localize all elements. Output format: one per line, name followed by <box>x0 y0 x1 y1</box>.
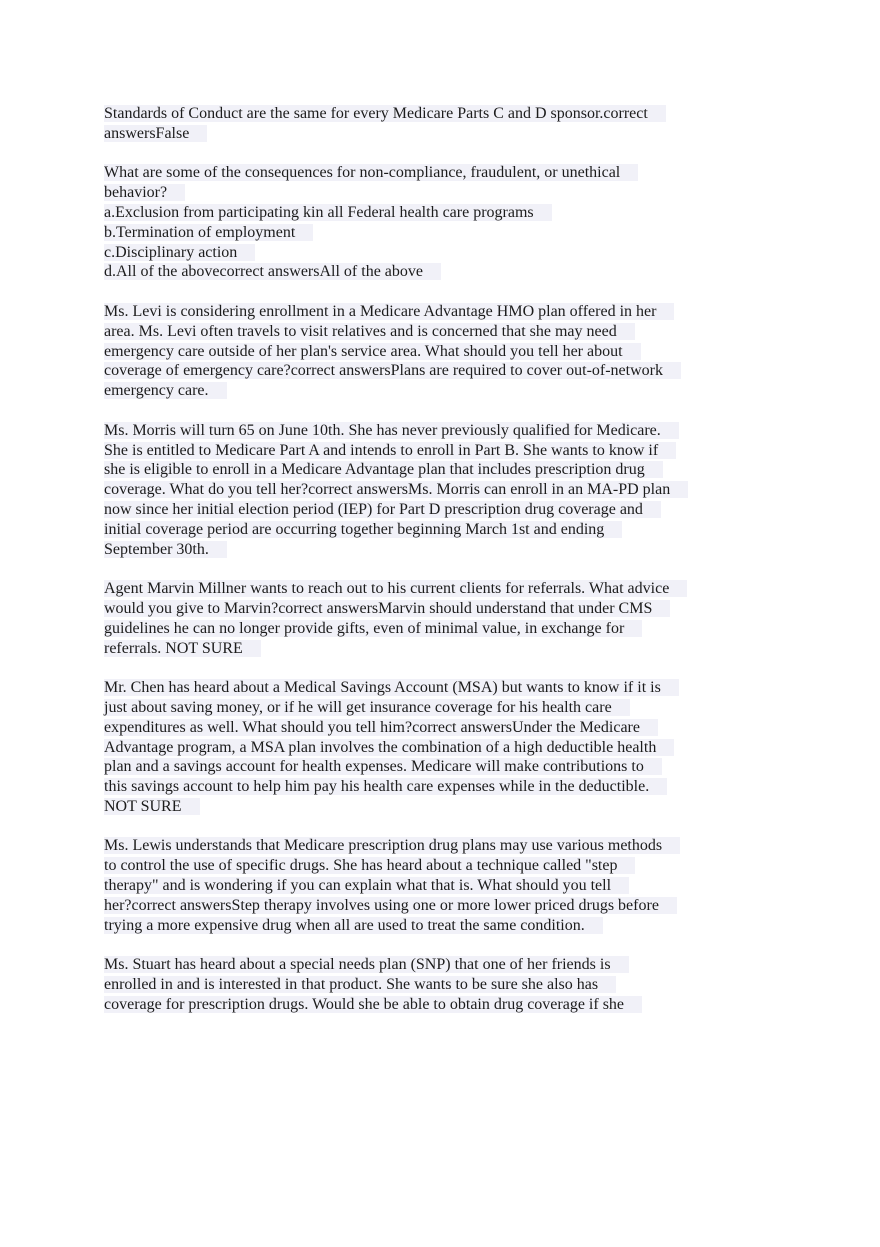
document-body <box>104 104 784 1034</box>
text-line: area. Ms. Levi often travels to visit relatives and is concerned that she may need <box>104 323 635 340</box>
text-line: referrals. NOT SURE <box>104 640 261 657</box>
text-line: Agent Marvin Millner wants to reach out to his current clients for referrals. What advice <box>104 580 687 597</box>
text-line: Ms. Morris will turn 65 on June 10th. She has never previously qualified for Medicare. <box>104 422 679 439</box>
option-line: d.All of the abovecorrect answersAll of the above <box>104 263 441 280</box>
paragraph-consequences-non-compliance <box>104 163 784 282</box>
text-line: just about saving money, or if he will get insurance coverage for his health care <box>104 699 630 716</box>
paragraph-ms-stuart-snp <box>104 955 784 1014</box>
paragraph-mr-chen-msa <box>104 678 784 817</box>
paragraph-marvin-millner-referrals <box>104 579 784 658</box>
text-line: now since her initial election period (IEP) for Part D prescription drug coverage and <box>104 501 661 518</box>
paragraph-standards-of-conduct <box>104 104 784 144</box>
text-line: expenditures as well. What should you tell him?correct answersUnder the Medicare <box>104 719 658 736</box>
text-line: behavior? <box>104 184 185 201</box>
paragraph-ms-levi-emergency-care <box>104 302 784 401</box>
text-line: trying a more expensive drug when all are used to treat the same condition. <box>104 917 603 934</box>
paragraph-ms-lewis-step-therapy <box>104 836 784 935</box>
text-line: emergency care outside of her plan's service area. What should you tell her about <box>104 343 641 360</box>
text-line: she is eligible to enroll in a Medicare Advantage plan that includes prescription drug <box>104 461 663 478</box>
option-line: c.Disciplinary action <box>104 244 255 261</box>
text-line: Ms. Lewis understands that Medicare prescription drug plans may use various methods <box>104 837 680 854</box>
text-line: Standards of Conduct are the same for every Medicare Parts C and D sponsor.correct <box>104 105 666 122</box>
text-line: guidelines he can no longer provide gifts, even of minimal value, in exchange for <box>104 620 642 637</box>
text-line: Advantage program, a MSA plan involves the combination of a high deductible health <box>104 739 674 756</box>
text-line: September 30th. <box>104 541 227 558</box>
text-line: answersFalse <box>104 125 207 142</box>
text-line: enrolled in and is interested in that product. She wants to be sure she also has <box>104 976 616 993</box>
text-line: plan and a savings account for health expenses. Medicare will make contributions to <box>104 758 662 775</box>
text-line: would you give to Marvin?correct answersMarvin should understand that under CMS <box>104 600 670 617</box>
text-line: Ms. Stuart has heard about a special needs plan (SNP) that one of her friends is <box>104 956 629 973</box>
text-line: coverage of emergency care?correct answersPlans are required to cover out-of-network <box>104 362 681 379</box>
text-line: Mr. Chen has heard about a Medical Savings Account (MSA) but wants to know if it is <box>104 679 679 696</box>
text-line: NOT SURE <box>104 798 200 815</box>
option-line: b.Termination of employment <box>104 224 313 241</box>
text-line: What are some of the consequences for non-compliance, fraudulent, or unethical <box>104 164 638 181</box>
text-line: to control the use of specific drugs. She has heard about a technique called "step <box>104 857 635 874</box>
text-line: this savings account to help him pay his health care expenses while in the deductible. <box>104 778 667 795</box>
text-line: coverage. What do you tell her?correct answersMs. Morris can enroll in an MA-PD plan <box>104 481 688 498</box>
text-line: therapy" and is wondering if you can explain what that is. What should you tell <box>104 877 629 894</box>
text-line: She is entitled to Medicare Part A and intends to enroll in Part B. She wants to know if <box>104 442 676 459</box>
paragraph-ms-morris-enrollment <box>104 421 784 560</box>
text-line: emergency care. <box>104 382 227 399</box>
text-line: initial coverage period are occurring together beginning March 1st and ending <box>104 521 622 538</box>
option-line: a.Exclusion from participating kin all Federal health care programs <box>104 204 552 221</box>
text-line: her?correct answersStep therapy involves using one or more lower priced drugs before <box>104 897 677 914</box>
text-line: Ms. Levi is considering enrollment in a Medicare Advantage HMO plan offered in her <box>104 303 674 320</box>
text-line: coverage for prescription drugs. Would she be able to obtain drug coverage if she <box>104 996 642 1013</box>
